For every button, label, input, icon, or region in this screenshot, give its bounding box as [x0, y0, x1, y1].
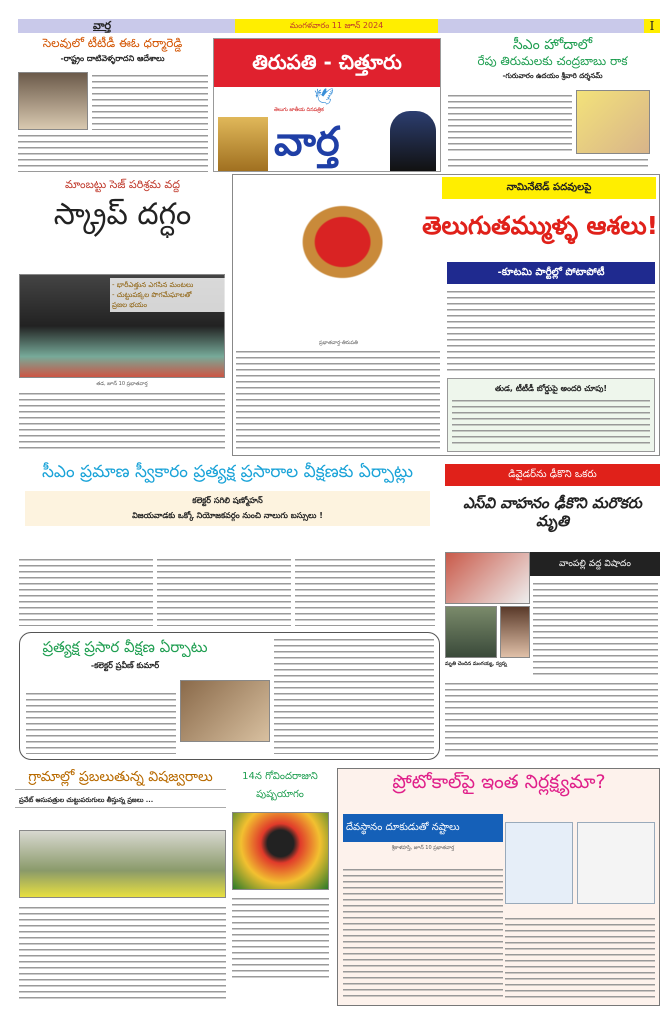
deity-image — [390, 111, 436, 171]
page-number: I — [644, 19, 660, 33]
fever-heading — [15, 768, 226, 808]
protocol-body-1 — [343, 866, 503, 1000]
chair-cartoon — [236, 178, 441, 338]
yagam-photo — [232, 812, 329, 890]
nominated-subhead: -కూటమి పార్టీల్లో పోటాపోటీ — [447, 262, 655, 284]
brand-label: వార్త — [93, 19, 112, 32]
yagam-headline: 14న గోవిందరాజుని పుష్పయాగం — [242, 771, 318, 800]
ttd-eo-heading — [15, 36, 210, 64]
collector-body-2 — [274, 636, 434, 754]
victim-photo — [500, 606, 530, 658]
live-body-col-1 — [19, 556, 153, 626]
protocol-dateline: శ్రీకాళహస్తి, జూన్ 10 ప్రభాతవార్త — [391, 845, 455, 851]
live-sub-1: కలెక్టర్ సగిలి షణ్మోహన్ — [192, 496, 263, 505]
nominated-kicker: నామినేటెడ్ పదవులపై — [442, 177, 656, 199]
masthead-logo: వార్త — [274, 119, 340, 165]
cm-visit-heading — [445, 36, 660, 81]
fire-kicker: మాంబట్టు సెజ్ పరిశ్రమ వద్ద — [64, 178, 181, 191]
fire-heading — [15, 178, 230, 234]
accident-body-1 — [533, 580, 658, 676]
collector-box-subhead: -కలెక్టర్ ప్రవీణ్ కుమార్ — [90, 661, 160, 670]
live-body-col-3 — [295, 556, 435, 626]
accident-caption: మృతి చెందిన మంగయ్య, స్వప్న — [445, 661, 507, 667]
collector-heading — [25, 638, 225, 671]
fire-bullet: ప్రజల భయం — [112, 301, 148, 309]
edition-banner: తిరుపతి - చిత్తూరు — [214, 39, 440, 87]
cm-visit-body-2 — [448, 156, 648, 168]
accident-subhead: వాంపల్లి వద్ద విషాదం — [530, 552, 660, 576]
ttd-board-title: తుడ, టీటీడీ బోర్డుపై అందరి చూపు! — [494, 384, 608, 393]
masthead — [213, 38, 441, 172]
fire-bullets — [110, 278, 225, 312]
collector-body-1 — [26, 690, 176, 754]
tagline: తెలుగు జాతీయ దినపత్రిక — [274, 107, 324, 113]
nominated-dateline: ప్రభాతవార్త-తిరుపతి — [319, 340, 358, 346]
accident-body-2 — [445, 680, 658, 760]
collector-box-headline: ప్రత్యక్ష ప్రసార వీక్షణ ఏర్పాటు — [42, 638, 208, 656]
fire-body — [19, 390, 225, 452]
cm-visit-subhead: -గురువారం ఉదయం శ్రీవారి దర్శనమ్ — [502, 72, 603, 80]
accident-kicker: డివైడర్‌ను ఢీకొని ఒకరు — [445, 464, 660, 486]
nominated-body-2 — [447, 288, 655, 374]
date-label: మంగళవారం 11 జూన్ 2024 — [235, 19, 438, 33]
chandrababu-photo — [576, 90, 650, 154]
live-body-col-2 — [157, 556, 291, 626]
live-heading — [15, 462, 440, 526]
live-subhead-box — [25, 491, 430, 526]
protocol-headline: ప్రోటోకాల్‌పై ఇంత నిర్లక్ష్యమా? — [392, 771, 606, 793]
fever-subhead: ప్రవేట్ ఆసుపత్రుల చుట్టుపరుగులు తీస్తున్న ప్రజలు ... — [15, 794, 226, 808]
cm-visit-body — [448, 92, 572, 154]
ttd-eo-body-2 — [18, 132, 208, 172]
fever-body — [19, 904, 226, 1002]
fever-headline: గ్రామాల్లో ప్రబలుతున్న విషజ్వరాలు — [15, 768, 226, 790]
ttd-board-box — [447, 378, 655, 452]
fire-bullet: - భారీఎత్తున ఎగసిన మంటలు — [112, 281, 194, 289]
yagam-body — [232, 895, 329, 981]
temple-image — [218, 117, 268, 171]
fire-dateline: తడ, జూన్ 10 ప్రభాతవార్త — [96, 381, 148, 387]
accident-photo-2 — [445, 606, 497, 658]
ttd-eo-headline: సెలవులో టీటీడీ ఈఓ ధర్మారెడ్డి — [42, 36, 183, 50]
cm-visit-headline-2: రేపు తిరుమలకు చంద్రబాబు రాక — [477, 54, 628, 68]
fire-bullet: - చుట్టుపక్కల పొగమేఘాలతో — [112, 291, 192, 299]
invitation-card-2 — [577, 822, 655, 904]
fire-headline: స్క్రాప్ దగ్ధం — [53, 197, 192, 232]
nominated-headline: తెలుగుతమ్ముళ్ళ ఆశలు! — [422, 211, 658, 240]
live-sub-2: విజయవాడకు ఒక్కో నియోజకవర్గం నుంచి నాలుగు బస్సులు ! — [132, 511, 323, 520]
cm-visit-headline-1: సీఎం హోదాలో — [512, 37, 593, 53]
accident-headline: ఎస్‌వి వాహనం ఢీకొని మరొకరు మృతి — [463, 494, 642, 530]
invitation-card-1 — [505, 822, 573, 904]
live-headline: సీఎం ప్రమాణ స్వీకారం ప్రత్యక్ష ప్రసారాల వీక్షణకు ఏర్పాట్లు — [41, 462, 414, 482]
nominated-body — [236, 348, 440, 452]
protocol-subhead: దేవస్థానం దూకుడుతో నష్టాలు — [343, 814, 503, 842]
dove-icon: 🕊 — [314, 87, 335, 106]
page-header — [18, 19, 660, 33]
ttd-eo-photo — [18, 72, 88, 130]
hospital-photo — [19, 830, 226, 898]
protocol-body-2 — [505, 915, 655, 1000]
ttd-eo-body — [92, 72, 208, 130]
accident-photo-1 — [445, 552, 530, 604]
ttd-board-body — [452, 397, 650, 445]
accident-heading — [445, 464, 660, 530]
collector-photo — [180, 680, 270, 742]
ttd-eo-subhead: -రాష్ట్రం దాటివెళ్ళరాదని ఆదేశాలు — [60, 54, 165, 63]
